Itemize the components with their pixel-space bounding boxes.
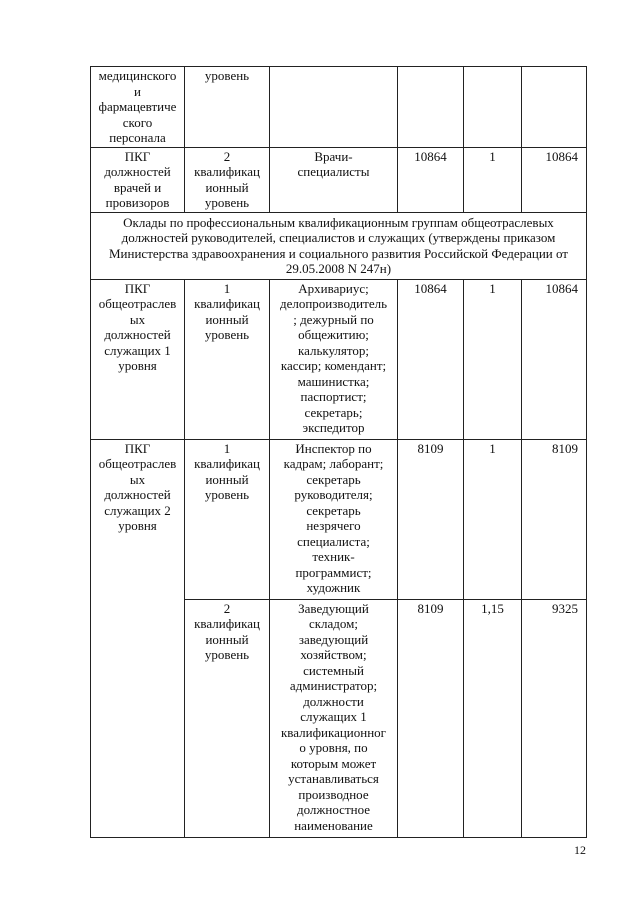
cell-line: художник xyxy=(306,580,361,595)
cell-line: ; дежурный по xyxy=(293,311,374,327)
cell-line: должностей руководителей, специалистов и служащих (утверждены приказом xyxy=(121,230,556,245)
cell-line: техник- xyxy=(312,549,355,564)
cell-line: ионный xyxy=(205,631,249,647)
coef-cell: 1 xyxy=(464,147,522,212)
group-cell xyxy=(91,147,185,212)
level-cell xyxy=(185,147,270,212)
cell-line: кассир; комендант; xyxy=(280,358,387,373)
salary-cell: 10864 xyxy=(398,279,464,439)
positions-cell xyxy=(270,599,398,837)
group-cell xyxy=(91,439,185,837)
total-cell xyxy=(522,67,587,148)
cell-line: квалификационног xyxy=(280,724,387,740)
cell-line: которым может xyxy=(290,755,377,771)
cell-line: уровень xyxy=(204,327,250,342)
coef-cell: 1,15 xyxy=(464,599,522,837)
cell-line: служащих 1 xyxy=(104,342,171,358)
cell-line: 2 xyxy=(223,600,231,616)
cell-line: 1 xyxy=(223,280,231,296)
cell-line: секретарь xyxy=(306,502,361,518)
positions-cell xyxy=(270,67,398,148)
cell-line: общеотраслев xyxy=(98,296,177,311)
table-row xyxy=(91,439,587,599)
cell-line: квалификац xyxy=(194,456,260,471)
salary-table xyxy=(90,66,587,838)
salary-cell: 10864 xyxy=(398,147,464,212)
cell-line: служащих 1 xyxy=(300,709,367,724)
cell-line: машинистка; xyxy=(297,373,370,389)
cell-line: ского xyxy=(122,114,153,130)
cell-line: устанавливаться xyxy=(288,771,379,786)
cell-line: делопроизводитель xyxy=(279,296,388,311)
cell-line: провизоров xyxy=(105,195,170,210)
table-row xyxy=(91,147,587,212)
positions-cell xyxy=(270,147,398,212)
level-cell xyxy=(185,439,270,599)
cell-line: общеотраслев xyxy=(98,456,177,471)
cell-line: хозяйством; xyxy=(300,647,367,662)
total-cell: 9325 xyxy=(522,599,587,837)
coef-cell xyxy=(464,67,522,148)
cell-line: системный xyxy=(303,662,364,678)
cell-line: Заведующий xyxy=(298,600,369,616)
cell-line: ых xyxy=(129,311,146,327)
cell-line: производное xyxy=(298,786,369,802)
cell-line: персонала xyxy=(109,130,166,145)
cell-line: уровня xyxy=(118,518,157,533)
cell-line: должностей xyxy=(104,327,171,342)
cell-line: Архивариус; xyxy=(298,280,369,296)
cell-line: врачей и xyxy=(113,179,162,195)
cell-line: квалификац xyxy=(194,296,260,311)
cell-line: 29.05.2008 N 247н) xyxy=(285,261,392,276)
cell-line: квалификац xyxy=(194,164,260,179)
cell-line: уровня xyxy=(118,358,157,373)
salary-cell: 8109 xyxy=(398,599,464,837)
coef-cell: 1 xyxy=(464,279,522,439)
cell-line: экспедитор xyxy=(302,420,365,435)
cell-line: Оклады по профессиональным квалификационным группам общеотраслевых xyxy=(123,214,554,230)
cell-line: ых xyxy=(129,471,146,487)
page-number: 12 xyxy=(574,843,586,857)
cell-line: специалисты xyxy=(297,164,370,179)
salary-cell xyxy=(398,67,464,148)
cell-line: специалиста; xyxy=(297,533,370,549)
positions-cell xyxy=(270,279,398,439)
table-row xyxy=(91,67,587,148)
cell-line: Инспектор по xyxy=(295,440,372,456)
cell-line: должностное xyxy=(296,802,371,817)
salary-cell: 8109 xyxy=(398,439,464,599)
cell-line: складом; xyxy=(308,616,359,631)
cell-line: ПКГ xyxy=(124,440,151,456)
level-cell xyxy=(185,279,270,439)
cell-line: 1 xyxy=(223,440,231,456)
cell-line: секретарь xyxy=(306,471,361,487)
cell-line: незрячего xyxy=(306,518,361,533)
cell-line: ПКГ xyxy=(124,148,151,164)
total-cell: 10864 xyxy=(522,147,587,212)
cell-line: служащих 2 xyxy=(104,502,171,518)
coef-cell: 1 xyxy=(464,439,522,599)
cell-line: Врачи- xyxy=(314,148,353,164)
cell-line: общежитию; xyxy=(298,327,369,342)
cell-line: уровень xyxy=(204,487,250,502)
level-cell xyxy=(185,599,270,837)
table-row xyxy=(91,279,587,439)
cell-line: фармацевтиче xyxy=(98,99,177,114)
cell-line: руководителя; xyxy=(294,487,373,502)
cell-line: калькулятор; xyxy=(297,342,370,358)
cell-line: заведующий xyxy=(298,631,369,647)
cell-line: администратор; xyxy=(289,678,378,693)
section-heading-row xyxy=(91,212,587,279)
cell-line: квалификац xyxy=(194,616,260,631)
cell-line: и xyxy=(134,83,141,99)
cell-line: ионный xyxy=(205,311,249,327)
cell-line: уровень xyxy=(204,195,250,210)
cell-line: о уровня, по xyxy=(299,740,368,755)
cell-line: должностей xyxy=(104,487,171,502)
total-cell: 10864 xyxy=(522,279,587,439)
positions-cell xyxy=(270,439,398,599)
cell-line: ПКГ xyxy=(124,280,151,296)
cell-line: паспортист; xyxy=(300,389,367,404)
section-heading xyxy=(91,212,587,279)
group-cell xyxy=(91,67,185,148)
cell-line: кадрам; лаборант; xyxy=(283,456,384,471)
cell-line: медицинского xyxy=(98,68,177,83)
cell-line: должности xyxy=(303,693,364,709)
cell-line: должностей xyxy=(104,164,171,179)
cell-line: Министерства здравоохранения и социального развития Российской Федерации от xyxy=(109,245,568,261)
cell-line: 2 xyxy=(223,148,231,164)
cell-line: ионный xyxy=(205,471,249,487)
cell-line: уровень xyxy=(204,647,250,662)
level-cell xyxy=(185,67,270,148)
cell-line: уровень xyxy=(204,68,250,83)
total-cell: 8109 xyxy=(522,439,587,599)
cell-line: наименование xyxy=(294,817,373,833)
cell-line: программист; xyxy=(295,564,372,580)
cell-line: ионный xyxy=(205,179,249,195)
cell-line: секретарь; xyxy=(304,404,363,420)
group-cell xyxy=(91,279,185,439)
